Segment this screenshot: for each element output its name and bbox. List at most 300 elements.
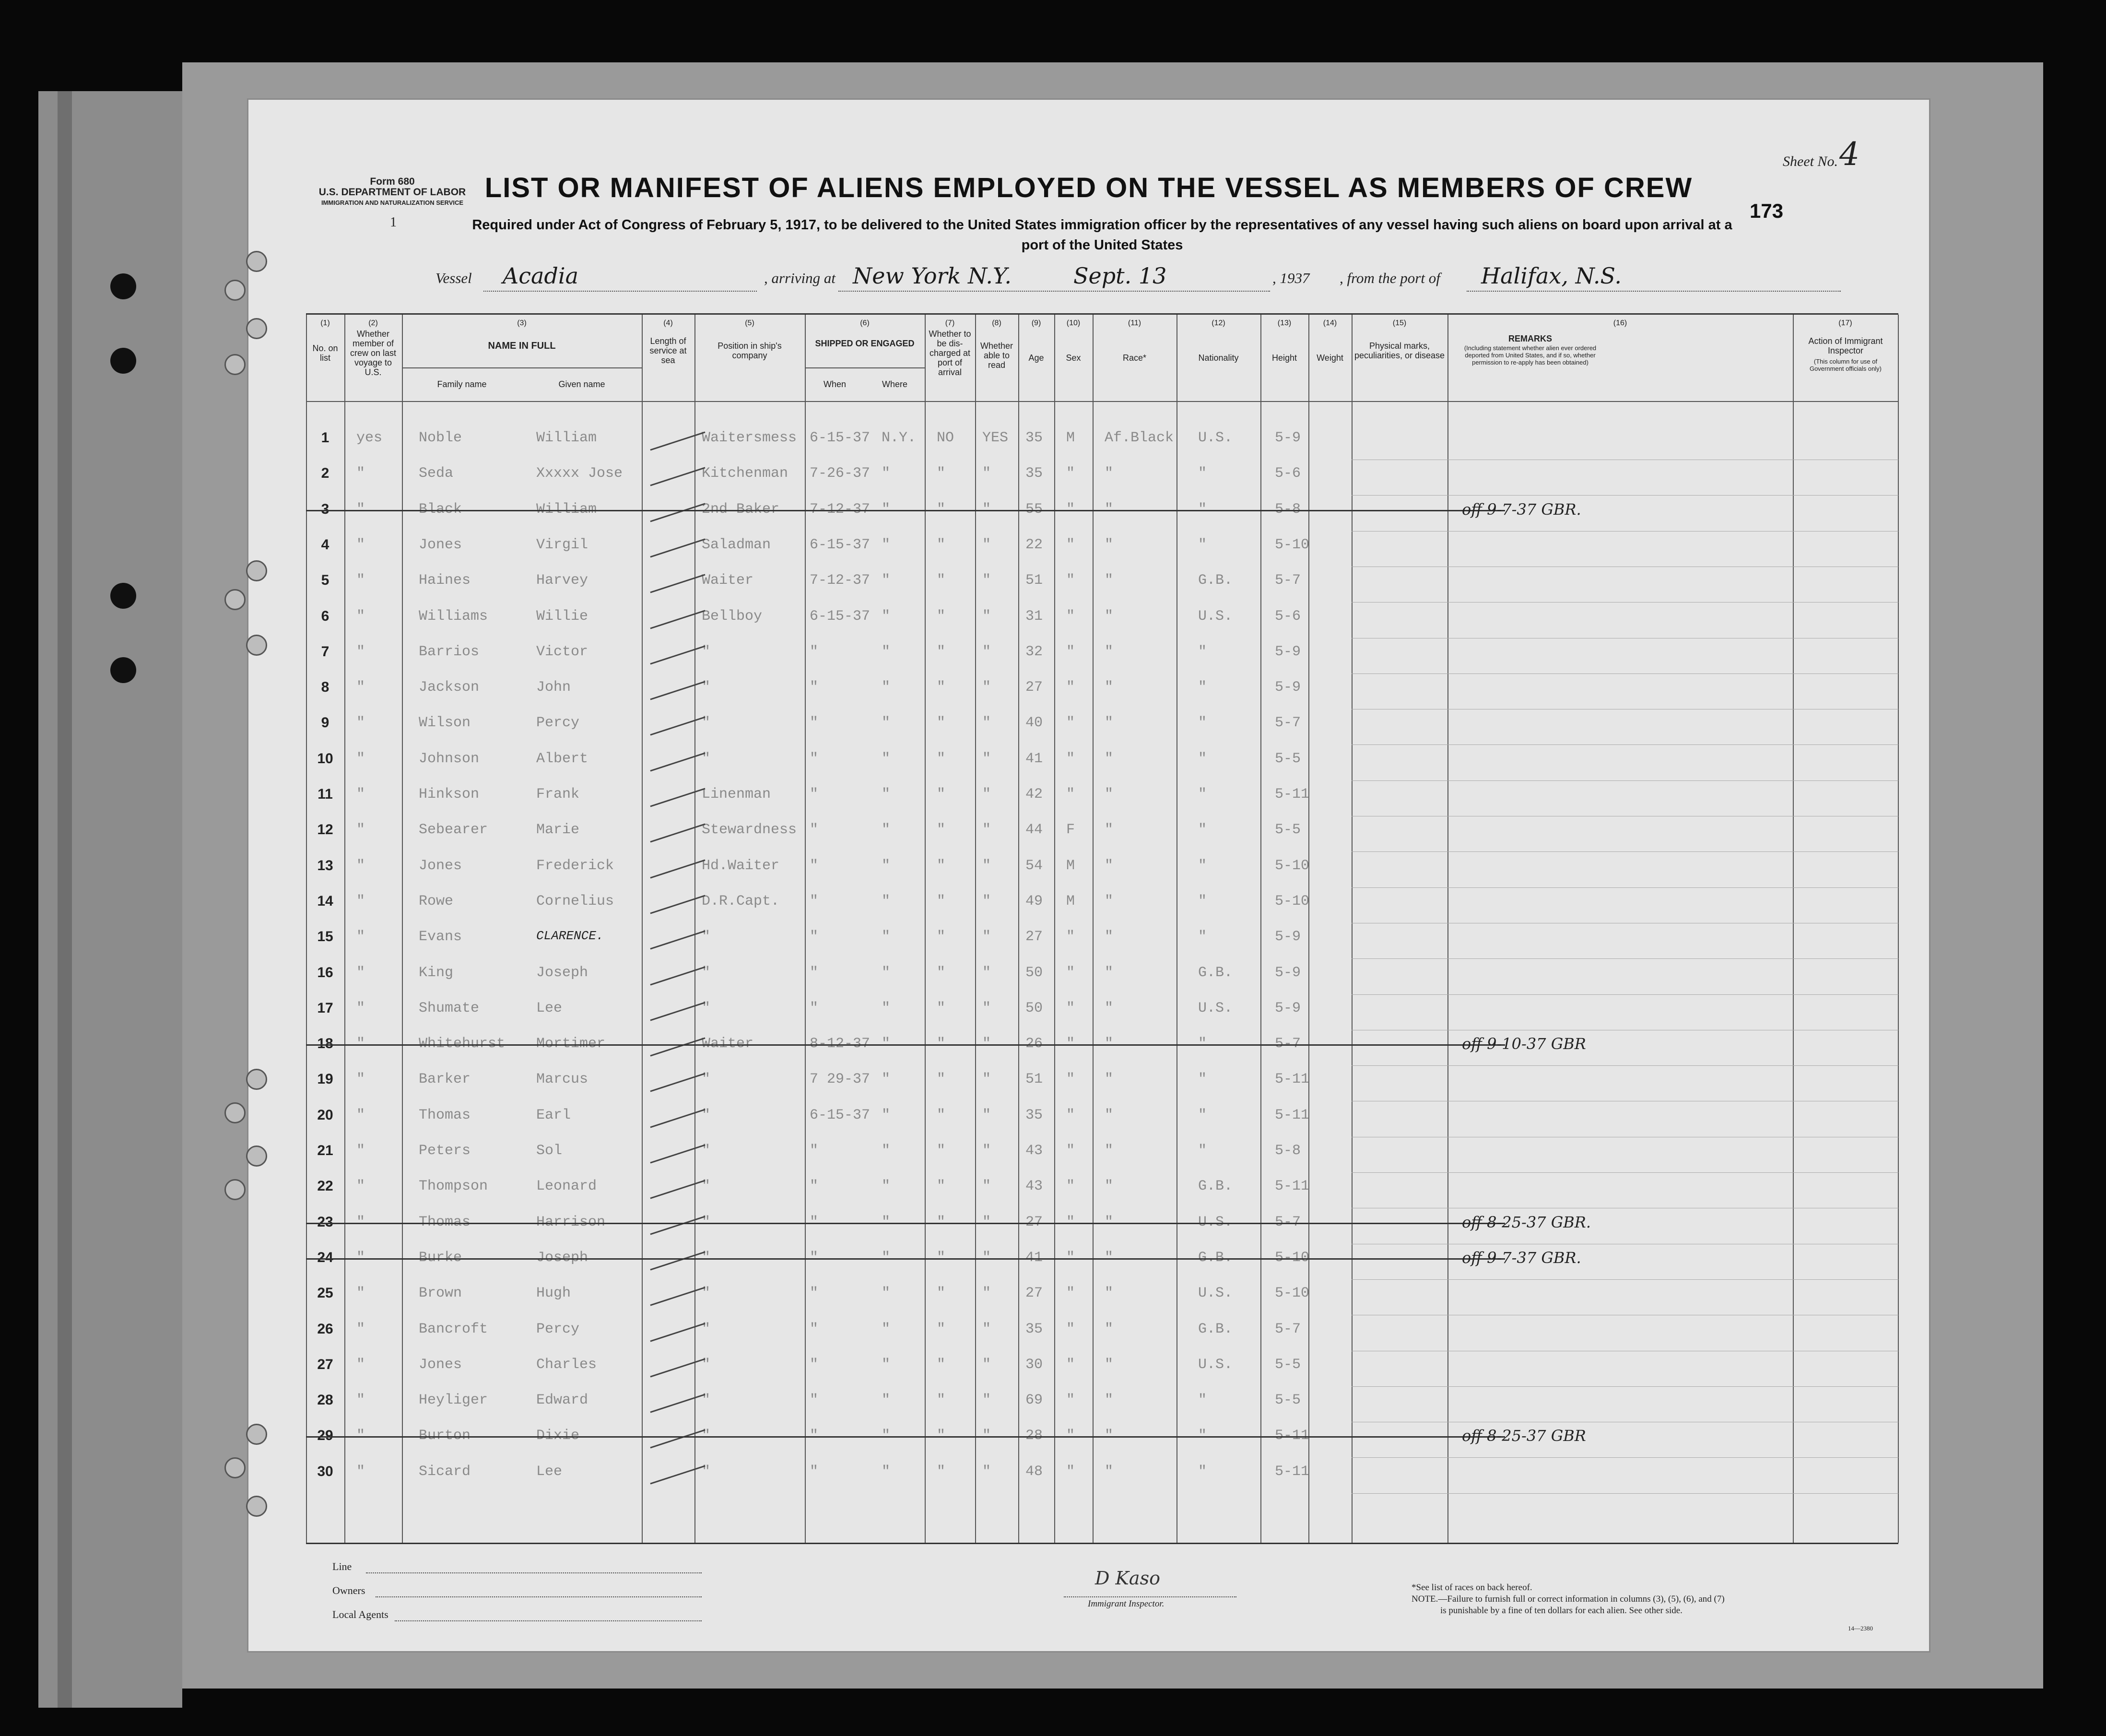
row-number: 25 bbox=[317, 1285, 333, 1301]
cell-given: John bbox=[536, 679, 571, 696]
cell-height: 5-5 bbox=[1275, 1356, 1301, 1373]
strike-through-line bbox=[306, 510, 1505, 511]
cell-race: " bbox=[1105, 750, 1114, 767]
cell-prev: " bbox=[356, 929, 365, 945]
service-tick-mark bbox=[650, 931, 705, 950]
cell-family: Thomas bbox=[419, 1214, 471, 1230]
cell-given: William bbox=[536, 430, 597, 446]
cell-discharged: " bbox=[937, 643, 946, 660]
cell-height: 5-7 bbox=[1275, 715, 1301, 732]
port-label: , from the port of bbox=[1340, 270, 1440, 286]
cell-race: " bbox=[1105, 786, 1114, 803]
cell-position: " bbox=[702, 1356, 711, 1373]
cell-position: Linenman bbox=[702, 786, 771, 803]
cell-prev: " bbox=[356, 572, 365, 589]
cell-read: " bbox=[982, 1463, 991, 1480]
binder-edge bbox=[58, 91, 72, 1708]
cell-given: Edward bbox=[536, 1392, 588, 1409]
cell-given: Sol bbox=[536, 1143, 563, 1159]
cell-discharged: " bbox=[937, 1392, 946, 1409]
col6-header: SHIPPED OR ENGAGED bbox=[815, 339, 915, 348]
cell-sex: " bbox=[1066, 750, 1075, 767]
service-tick-mark bbox=[650, 610, 705, 629]
col12-number: (12) bbox=[1212, 319, 1225, 327]
cell-height: 5-10 bbox=[1275, 1285, 1310, 1302]
table-row bbox=[306, 465, 1898, 500]
cell-given: Mortimer bbox=[536, 1036, 606, 1052]
cell-prev: " bbox=[356, 964, 365, 981]
cell-discharged: " bbox=[937, 786, 946, 803]
col15-number: (15) bbox=[1392, 319, 1407, 327]
cell-discharged: " bbox=[937, 822, 946, 838]
cell-where: " bbox=[882, 1071, 891, 1088]
cell-nationality: U.S. bbox=[1198, 608, 1233, 625]
cell-prev: " bbox=[356, 893, 365, 909]
cell-height: 5-6 bbox=[1275, 608, 1301, 625]
cell-height: 5-9 bbox=[1275, 679, 1301, 696]
cell-age: 43 bbox=[1025, 1178, 1043, 1195]
cell-sex: M bbox=[1066, 893, 1075, 909]
cell-given: Leonard bbox=[536, 1178, 597, 1195]
table-row bbox=[306, 1464, 1898, 1498]
cell-height: 5-7 bbox=[1275, 1321, 1301, 1337]
cell-age: 35 bbox=[1025, 1321, 1043, 1337]
table-row bbox=[306, 572, 1898, 607]
col10-number: (10) bbox=[1066, 319, 1081, 327]
cell-where: " bbox=[882, 1356, 891, 1373]
cell-family: Black bbox=[419, 501, 462, 518]
cell-sex: " bbox=[1066, 1143, 1075, 1159]
cell-position: " bbox=[702, 964, 711, 981]
row-number: 20 bbox=[317, 1107, 333, 1123]
signature-rule bbox=[1064, 1596, 1236, 1597]
cell-family: Wilson bbox=[419, 715, 471, 732]
cell-where: " bbox=[882, 929, 891, 945]
service-tick-mark bbox=[650, 1073, 705, 1092]
cell-age: 32 bbox=[1025, 643, 1043, 660]
row-number: 13 bbox=[317, 857, 333, 874]
row-number: 16 bbox=[317, 964, 333, 980]
cell-read: " bbox=[982, 857, 991, 874]
service-name: IMMIGRATION AND NATURALIZATION SERVICE bbox=[321, 199, 464, 206]
cell-position: " bbox=[702, 1321, 711, 1337]
row-rule bbox=[1352, 1386, 1898, 1387]
cell-height: 5-5 bbox=[1275, 822, 1301, 838]
cell-nationality: " bbox=[1198, 1143, 1207, 1159]
cell-nationality: " bbox=[1198, 1036, 1207, 1052]
cell-discharged: " bbox=[937, 1428, 946, 1444]
cell-nationality: U.S. bbox=[1198, 1214, 1233, 1230]
col4-header: Length of service at sea bbox=[649, 336, 687, 365]
cell-sex: " bbox=[1066, 536, 1075, 553]
cell-position: 2nd Baker bbox=[702, 501, 780, 518]
cell-sex: " bbox=[1066, 1321, 1075, 1337]
cell-position: " bbox=[702, 1143, 711, 1159]
cell-when: 7-26-37 bbox=[810, 465, 871, 482]
cell-family: Rowe bbox=[419, 893, 454, 909]
cell-race: Af.Black bbox=[1105, 430, 1174, 446]
row-number: 4 bbox=[321, 536, 329, 553]
cell-age: 28 bbox=[1025, 1428, 1043, 1444]
cell-where: " bbox=[882, 822, 891, 838]
cell-read: " bbox=[982, 608, 991, 625]
cell-sex: " bbox=[1066, 465, 1075, 482]
arrival-date: Sept. 13 bbox=[1073, 263, 1167, 289]
departure-port: Halifax, N.S. bbox=[1481, 263, 1622, 289]
cell-read: " bbox=[982, 643, 991, 660]
cell-family: Evans bbox=[419, 929, 462, 945]
agents-label: Local Agents bbox=[332, 1608, 388, 1620]
form-number: Form 680 bbox=[370, 176, 415, 187]
cell-when: 6-15-37 bbox=[810, 430, 871, 446]
cell-when: " bbox=[810, 929, 819, 945]
remark-note: off 8-25-37 GBR bbox=[1462, 1427, 1586, 1445]
table-row bbox=[306, 501, 1898, 536]
cell-position: Hd.Waiter bbox=[702, 857, 780, 874]
cell-age: 42 bbox=[1025, 786, 1043, 803]
cell-prev: " bbox=[356, 1214, 365, 1230]
cell-sex: " bbox=[1066, 1214, 1075, 1230]
cell-height: 5-5 bbox=[1275, 1392, 1301, 1409]
cell-race: " bbox=[1105, 1143, 1114, 1159]
cell-given: Lee bbox=[536, 1000, 563, 1016]
cell-race: " bbox=[1105, 1356, 1114, 1373]
row-rule bbox=[1352, 673, 1898, 674]
cell-family: Bancroft bbox=[419, 1321, 488, 1337]
cell-height: 5-7 bbox=[1275, 1214, 1301, 1230]
row-rule bbox=[1352, 994, 1898, 995]
owners-rule bbox=[376, 1596, 702, 1597]
cell-nationality: U.S. bbox=[1198, 1000, 1233, 1016]
row-rule bbox=[1352, 1065, 1898, 1066]
cell-prev: " bbox=[356, 750, 365, 767]
cell-discharged: " bbox=[937, 1249, 946, 1266]
vessel-name-rule bbox=[483, 291, 757, 292]
port-rule bbox=[1467, 291, 1841, 292]
row-rule bbox=[1352, 887, 1898, 888]
col8-header: Whether able to read bbox=[980, 341, 1013, 370]
cell-race: " bbox=[1105, 1214, 1114, 1230]
cell-nationality: " bbox=[1198, 501, 1207, 518]
col3-header: NAME IN FULL bbox=[488, 341, 556, 351]
col17-subheader: (This column for use of Government officials only) bbox=[1809, 358, 1882, 372]
table-row bbox=[306, 537, 1898, 571]
cell-when: " bbox=[810, 893, 819, 909]
cell-family: Thompson bbox=[419, 1178, 488, 1195]
service-tick-mark bbox=[650, 538, 705, 557]
cell-race: " bbox=[1105, 572, 1114, 589]
cell-family: Heyliger bbox=[419, 1392, 488, 1409]
cell-family: Sicard bbox=[419, 1463, 471, 1480]
cell-read: " bbox=[982, 964, 991, 981]
cell-position: " bbox=[702, 1463, 711, 1480]
table-row bbox=[306, 1071, 1898, 1106]
cell-family: Sebearer bbox=[419, 822, 488, 838]
arrival-year: , 1937 bbox=[1272, 270, 1310, 286]
cell-height: 5-10 bbox=[1275, 536, 1310, 553]
cell-race: " bbox=[1105, 501, 1114, 518]
row-number: 22 bbox=[317, 1178, 333, 1194]
cell-family: Jones bbox=[419, 857, 462, 874]
cell-height: 5-11 bbox=[1275, 786, 1310, 803]
subtitle-line-1: Required under Act of Congress of February 5, 1917, to be delivered to the United States immigration officer by the representatives of any vessel having such aliens on board upon arrival at a bbox=[472, 217, 1732, 233]
inspector-label: Immigrant Inspector. bbox=[1088, 1599, 1165, 1609]
cell-race: " bbox=[1105, 643, 1114, 660]
cell-family: Seda bbox=[419, 465, 454, 482]
service-tick-mark bbox=[650, 574, 705, 593]
cell-race: " bbox=[1105, 822, 1114, 838]
cell-prev: " bbox=[356, 1356, 365, 1373]
service-tick-mark bbox=[650, 1429, 705, 1449]
cell-age: 30 bbox=[1025, 1356, 1043, 1373]
cell-family: Whitehurst bbox=[419, 1036, 506, 1052]
cell-discharged: " bbox=[937, 465, 946, 482]
cell-age: 51 bbox=[1025, 572, 1043, 589]
cell-position: Bellboy bbox=[702, 608, 763, 625]
cell-race: " bbox=[1105, 964, 1114, 981]
row-number: 23 bbox=[317, 1214, 333, 1230]
cell-nationality: " bbox=[1198, 465, 1207, 482]
cell-family: Johnson bbox=[419, 750, 480, 767]
cell-race: " bbox=[1105, 536, 1114, 553]
cell-given: Percy bbox=[536, 1321, 580, 1337]
cell-when: " bbox=[810, 750, 819, 767]
punch-hole bbox=[246, 560, 267, 581]
cell-nationality: " bbox=[1198, 679, 1207, 696]
cell-given: Cornelius bbox=[536, 893, 614, 909]
cell-discharged: " bbox=[937, 1071, 946, 1088]
col5-header: Position in ship's company bbox=[718, 341, 782, 360]
row-number: 12 bbox=[317, 822, 333, 838]
punch-hole bbox=[246, 635, 267, 656]
cell-family: King bbox=[419, 964, 454, 981]
table-row bbox=[306, 1214, 1898, 1249]
row-number: 28 bbox=[317, 1392, 333, 1408]
cell-prev: " bbox=[356, 1143, 365, 1159]
cell-nationality: " bbox=[1198, 643, 1207, 660]
cell-sex: M bbox=[1066, 857, 1075, 874]
row-number: 5 bbox=[321, 572, 329, 589]
footnote bbox=[1412, 1582, 1843, 1617]
remark-note: off 9-10-37 GBR bbox=[1462, 1035, 1586, 1053]
cell-where: " bbox=[882, 786, 891, 803]
cell-given: Marie bbox=[536, 822, 580, 838]
service-tick-mark bbox=[650, 1180, 705, 1199]
cell-position: " bbox=[702, 1071, 711, 1088]
cell-race: " bbox=[1105, 929, 1114, 945]
cell-age: 44 bbox=[1025, 822, 1043, 838]
cell-discharged: " bbox=[937, 536, 946, 553]
cell-race: " bbox=[1105, 857, 1114, 874]
col2-number: (2) bbox=[368, 319, 378, 327]
cell-prev: " bbox=[356, 1321, 365, 1337]
cell-nationality: " bbox=[1198, 1071, 1207, 1088]
col6-number: (6) bbox=[860, 319, 870, 327]
cell-age: 49 bbox=[1025, 893, 1043, 909]
cell-read: " bbox=[982, 1428, 991, 1444]
cell-position: " bbox=[702, 1214, 711, 1230]
arrival-rule bbox=[838, 291, 1270, 292]
cell-when: " bbox=[810, 679, 819, 696]
cell-nationality: " bbox=[1198, 536, 1207, 553]
cell-race: " bbox=[1105, 465, 1114, 482]
cell-read: " bbox=[982, 465, 991, 482]
service-tick-mark bbox=[650, 1323, 705, 1342]
cell-family: Noble bbox=[419, 430, 462, 446]
col3a-header: Family name bbox=[437, 379, 487, 389]
cell-prev: " bbox=[356, 1071, 365, 1088]
cell-race: " bbox=[1105, 1071, 1114, 1088]
service-tick-mark bbox=[650, 681, 705, 700]
service-tick-mark bbox=[650, 859, 705, 878]
row-number: 10 bbox=[317, 750, 333, 767]
cell-where: " bbox=[882, 501, 891, 518]
col10-header: Sex bbox=[1066, 353, 1081, 363]
cell-age: 50 bbox=[1025, 964, 1043, 981]
cell-given: Willie bbox=[536, 608, 588, 625]
cell-where: " bbox=[882, 964, 891, 981]
service-tick-mark bbox=[650, 752, 705, 771]
cell-age: 51 bbox=[1025, 1071, 1043, 1088]
cell-position: Saladman bbox=[702, 536, 771, 553]
binder-hole bbox=[110, 657, 136, 683]
row-rule bbox=[1352, 1493, 1898, 1494]
col6a-header: When bbox=[823, 379, 847, 389]
cell-sex: " bbox=[1066, 1249, 1075, 1266]
cell-race: " bbox=[1105, 1392, 1114, 1409]
cell-read: " bbox=[982, 1036, 991, 1052]
col12-header: Nationality bbox=[1198, 353, 1239, 363]
cell-prev: " bbox=[356, 715, 365, 732]
service-tick-mark bbox=[650, 1251, 705, 1270]
table-row bbox=[306, 786, 1898, 821]
row-number: 17 bbox=[317, 1000, 333, 1016]
cell-sex: " bbox=[1066, 501, 1075, 518]
cell-when: " bbox=[810, 1214, 819, 1230]
cell-nationality: " bbox=[1198, 1392, 1207, 1409]
cell-given: Frederick bbox=[536, 857, 614, 874]
row-number: 24 bbox=[317, 1249, 333, 1265]
punch-hole bbox=[224, 1457, 246, 1478]
cell-family: Jackson bbox=[419, 679, 480, 696]
cell-given: Dixie bbox=[536, 1428, 580, 1444]
table-row bbox=[306, 1000, 1898, 1035]
cell-discharged: " bbox=[937, 679, 946, 696]
service-tick-mark bbox=[650, 717, 705, 736]
cell-nationality: " bbox=[1198, 750, 1207, 767]
cell-sex: " bbox=[1066, 929, 1075, 945]
col3-number: (3) bbox=[517, 319, 527, 327]
col16-subheader: (Including statement whether alien ever ordered deported from United States, and if so, whether permission to re-apply has been obtained) bbox=[1464, 344, 1597, 366]
punch-hole bbox=[224, 354, 246, 375]
cell-where: " bbox=[882, 1249, 891, 1266]
cell-sex: " bbox=[1066, 643, 1075, 660]
table-row bbox=[306, 1107, 1898, 1142]
col7-number: (7) bbox=[945, 319, 955, 327]
table-row bbox=[306, 893, 1898, 928]
cell-age: 35 bbox=[1025, 430, 1043, 446]
cell-where: " bbox=[882, 1143, 891, 1159]
remark-note: off 9-7-37 GBR. bbox=[1462, 1248, 1581, 1267]
cell-read: " bbox=[982, 822, 991, 838]
row-rule bbox=[1352, 1457, 1898, 1458]
table-row bbox=[306, 858, 1898, 892]
cell-given: Earl bbox=[536, 1107, 571, 1123]
cell-discharged: NO bbox=[937, 430, 954, 446]
cell-age: 27 bbox=[1025, 929, 1043, 945]
cell-read: " bbox=[982, 1107, 991, 1123]
cell-prev: " bbox=[356, 1285, 365, 1302]
service-tick-mark bbox=[650, 1287, 705, 1306]
col8-number: (8) bbox=[992, 319, 1001, 327]
cell-where: " bbox=[882, 1178, 891, 1195]
cell-age: 27 bbox=[1025, 679, 1043, 696]
punch-hole bbox=[224, 280, 246, 301]
cell-when: 7 29-37 bbox=[810, 1071, 871, 1088]
cell-when: " bbox=[810, 1000, 819, 1016]
cell-read: " bbox=[982, 715, 991, 732]
cell-family: Shumate bbox=[419, 1000, 480, 1016]
cell-nationality: " bbox=[1198, 1107, 1207, 1123]
cell-nationality: " bbox=[1198, 1463, 1207, 1480]
row-rule bbox=[1352, 495, 1898, 496]
row-rule bbox=[1352, 958, 1898, 959]
row-number: 11 bbox=[318, 786, 333, 802]
arriving-port: New York N.Y. bbox=[853, 263, 1012, 289]
cell-race: " bbox=[1105, 893, 1114, 909]
cell-where: " bbox=[882, 1214, 891, 1230]
cell-race: " bbox=[1105, 1428, 1114, 1444]
cell-when: " bbox=[810, 1143, 819, 1159]
cell-family: Brown bbox=[419, 1285, 462, 1302]
vessel-line bbox=[392, 263, 1975, 292]
manifest-sheet bbox=[247, 98, 1930, 1653]
cell-prev: " bbox=[356, 1036, 365, 1052]
cell-read: " bbox=[982, 786, 991, 803]
cell-nationality: " bbox=[1198, 929, 1207, 945]
cell-when: 7-12-37 bbox=[810, 501, 871, 518]
cell-nationality: U.S. bbox=[1198, 1285, 1233, 1302]
cell-position: " bbox=[702, 1285, 711, 1302]
cell-prev: " bbox=[356, 822, 365, 838]
row-number: 19 bbox=[317, 1071, 333, 1087]
cell-discharged: " bbox=[937, 1356, 946, 1373]
row-number: 18 bbox=[317, 1036, 333, 1052]
header-subrule bbox=[402, 367, 642, 368]
cell-age: 41 bbox=[1025, 1249, 1043, 1266]
cell-prev: " bbox=[356, 643, 365, 660]
col1-header: No. on list bbox=[312, 343, 338, 363]
cell-position: Kitchenman bbox=[702, 465, 788, 482]
stamp-number: 173 bbox=[1750, 200, 1784, 222]
cell-where: " bbox=[882, 857, 891, 874]
cell-position: " bbox=[702, 1392, 711, 1409]
cell-sex: " bbox=[1066, 1178, 1075, 1195]
col4-number: (4) bbox=[663, 319, 673, 327]
cell-given: Lee bbox=[536, 1463, 563, 1480]
cell-when: " bbox=[810, 1178, 819, 1195]
cell-sex: " bbox=[1066, 1107, 1075, 1123]
cell-when: 8-12-37 bbox=[810, 1036, 871, 1052]
cell-position: " bbox=[702, 1428, 711, 1444]
row-number: 3 bbox=[321, 501, 329, 517]
cell-when: " bbox=[810, 1249, 819, 1266]
row-rule bbox=[1352, 851, 1898, 852]
cell-read: " bbox=[982, 1392, 991, 1409]
cell-given: CLARENCE. bbox=[536, 929, 604, 944]
cell-race: " bbox=[1105, 715, 1114, 732]
subtitle bbox=[344, 215, 1860, 255]
